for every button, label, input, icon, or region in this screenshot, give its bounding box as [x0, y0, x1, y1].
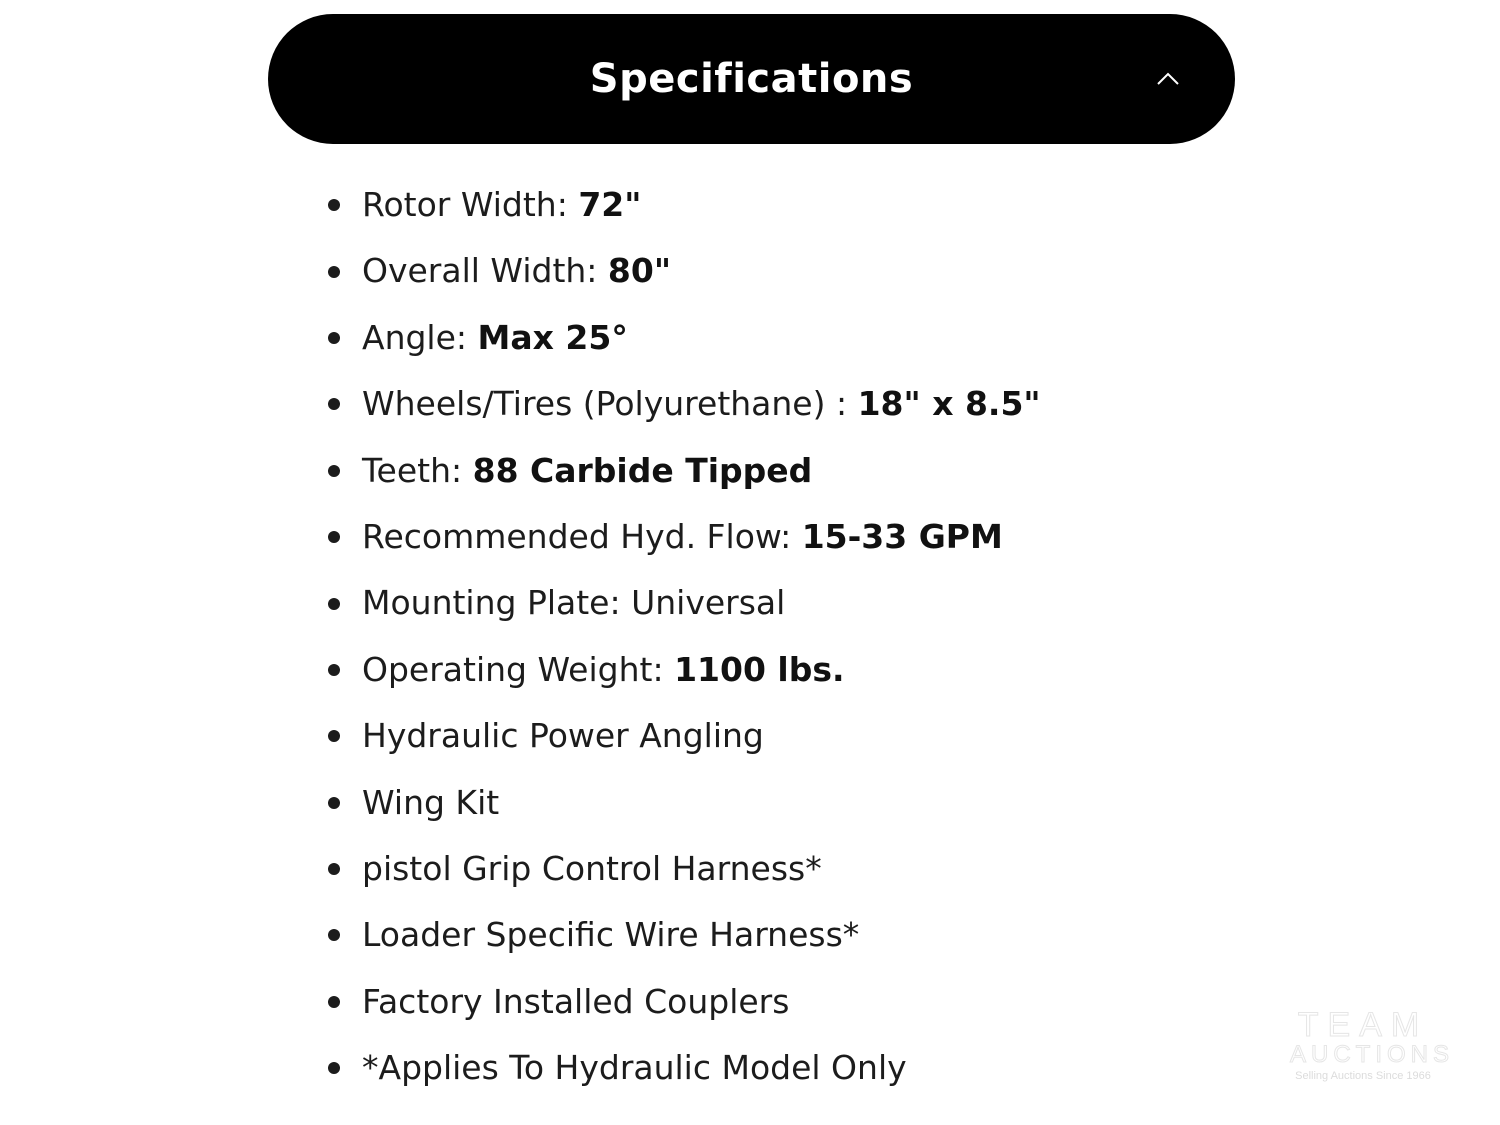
bullet-icon: [328, 398, 340, 410]
bullet-icon: [328, 996, 340, 1008]
spec-item-teeth: [0, 438, 1500, 504]
spec-item-overall-width: [0, 238, 1500, 304]
spec-item-footnote: [0, 1035, 1500, 1101]
spec-value: 80": [607, 251, 672, 291]
bullet-icon: [328, 730, 340, 742]
bullet-icon: [328, 863, 340, 875]
spec-item-wheels-tires: [0, 371, 1500, 437]
chevron-up-icon[interactable]: [1155, 66, 1181, 92]
bullet-icon: [328, 266, 340, 278]
spec-item-pistol-grip: [0, 836, 1500, 902]
watermark-line1: TEAM: [1297, 1006, 1429, 1044]
spec-label: Angle:: [362, 317, 478, 357]
bullet-icon: [328, 531, 340, 543]
specifications-title: Specifications: [589, 56, 914, 102]
spec-value: 18" x 8.5": [857, 384, 1041, 424]
bullet-icon: [328, 1062, 340, 1074]
spec-label: Overall Width:: [362, 251, 608, 291]
spec-value: 88 Carbide Tipped: [472, 450, 813, 490]
spec-item-hyd-flow: [0, 504, 1500, 570]
spec-item-operating-weight: [0, 637, 1500, 703]
spec-label: Recommended Hyd. Flow:: [362, 516, 802, 556]
bullet-icon: [328, 332, 340, 344]
spec-label: Wheels/Tires (Polyurethane) :: [362, 384, 858, 424]
spec-item-rotor-width: [0, 172, 1500, 238]
spec-label: Factory Installed Couplers: [362, 981, 790, 1021]
bullet-icon: [328, 664, 340, 676]
spec-item-mounting-plate: [0, 570, 1500, 636]
spec-item-couplers: [0, 969, 1500, 1035]
spec-label: Rotor Width:: [362, 185, 579, 224]
spec-item-wing-kit: [0, 770, 1500, 836]
spec-value: Max 25°: [477, 317, 628, 357]
spec-value: 72": [578, 185, 642, 224]
spec-item-wire-harness: [0, 902, 1500, 968]
bullet-icon: [328, 199, 340, 211]
spec-item-hydraulic-angling: [0, 703, 1500, 769]
watermark-line3: Selling Auctions Since 1966: [1295, 1070, 1431, 1082]
spec-label: Operating Weight:: [362, 649, 675, 689]
spec-item-angle: [0, 305, 1500, 371]
watermark-logo: [1290, 1006, 1455, 1084]
spec-label: Wing Kit: [362, 782, 500, 822]
watermark-line2: AUCTIONS: [1290, 1041, 1455, 1068]
spec-label: *Applies To Hydraulic Model Only: [362, 1048, 907, 1088]
spec-label: Mounting Plate: Universal: [362, 583, 786, 623]
specifications-list: [0, 172, 1500, 1101]
bullet-icon: [328, 929, 340, 941]
bullet-icon: [328, 598, 340, 610]
bullet-icon: [328, 465, 340, 477]
specifications-toggle[interactable]: [268, 14, 1235, 144]
spec-label: Loader Specific Wire Harness*: [362, 915, 860, 955]
spec-label: Hydraulic Power Angling: [362, 716, 764, 756]
spec-value: 1100 lbs.: [674, 649, 845, 689]
bullet-icon: [328, 797, 340, 809]
spec-value: 15-33 GPM: [801, 516, 1003, 556]
spec-label: pistol Grip Control Harness*: [362, 848, 822, 888]
spec-label: Teeth:: [362, 450, 473, 490]
